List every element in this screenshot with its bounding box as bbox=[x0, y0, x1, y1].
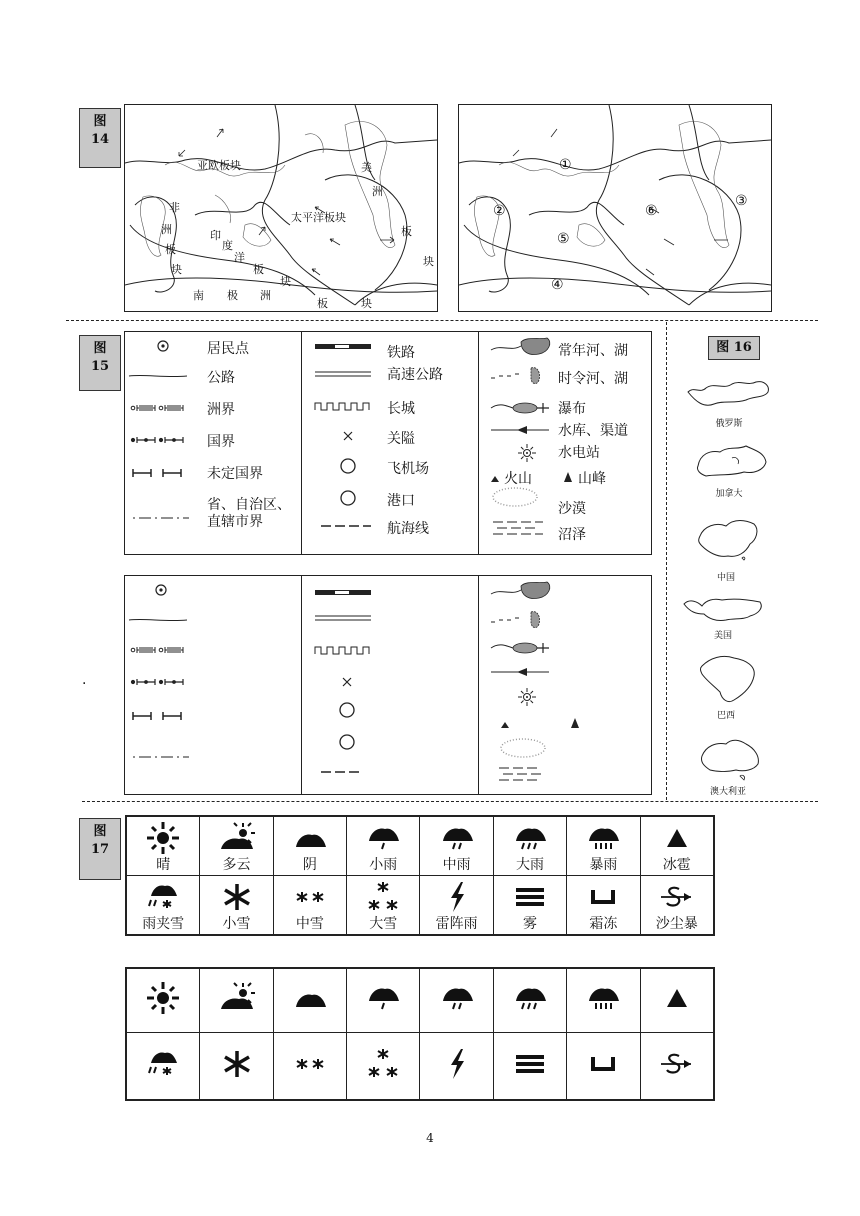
legend-label-volcano: 火山 bbox=[504, 471, 532, 487]
weather-cell-frost bbox=[567, 876, 640, 936]
legend1-col2-symbols bbox=[311, 332, 381, 554]
label-pacific-plate: 太平洋板块 bbox=[291, 211, 346, 224]
label-africa-2: 洲 bbox=[161, 223, 172, 236]
sandstorm-icon bbox=[641, 1047, 713, 1081]
blank-cell bbox=[200, 1032, 273, 1100]
legend-label-swamp: 沼泽 bbox=[558, 527, 586, 543]
sleet-icon bbox=[127, 880, 199, 914]
lightning-icon bbox=[420, 880, 492, 914]
legend-peak-icon bbox=[564, 472, 572, 482]
fog-icon bbox=[494, 1047, 566, 1081]
plate-map-numbered-drawing bbox=[459, 105, 771, 311]
figure-14-label bbox=[79, 108, 121, 168]
country-outline-australia bbox=[696, 734, 766, 782]
frost-icon bbox=[567, 1047, 639, 1081]
weather-label: 雨夹雪 bbox=[142, 916, 185, 932]
overcast-icon bbox=[274, 821, 346, 855]
label-africa-3: 板 bbox=[165, 243, 176, 256]
legend-label-airport: 飞机场 bbox=[387, 461, 429, 477]
figure-17-label bbox=[79, 818, 121, 880]
weather-cell-sandstorm bbox=[640, 876, 714, 936]
legend2-col2-symbols bbox=[311, 576, 381, 794]
label-indian-3: 洋 bbox=[234, 251, 245, 264]
weather-label: 沙尘暴 bbox=[655, 916, 698, 932]
weather-label: 大雨 bbox=[515, 857, 544, 873]
divider-vertical bbox=[666, 322, 667, 800]
map-legend-labeled bbox=[124, 331, 652, 555]
sandstorm-icon bbox=[641, 880, 713, 914]
partly-cloudy-icon bbox=[200, 981, 272, 1015]
plate-number-1: ① bbox=[559, 157, 572, 173]
weather-cell-light-rain bbox=[347, 816, 420, 876]
legend-label-reservoir-canal: 水库、渠道 bbox=[558, 423, 628, 439]
light-snow-icon bbox=[200, 880, 272, 914]
weather-cell-hail bbox=[640, 816, 714, 876]
legend-label-national-border: 国界 bbox=[207, 434, 235, 450]
weather-cell-moderate-snow bbox=[273, 876, 346, 936]
partly-cloudy-icon bbox=[200, 821, 272, 855]
weather-row-1 bbox=[126, 816, 714, 876]
legend-label-waterfall: 瀑布 bbox=[558, 401, 586, 417]
label-antarctic-5: 块 bbox=[361, 297, 372, 310]
rainstorm-icon bbox=[567, 821, 639, 855]
legend2-col3-symbols bbox=[487, 576, 607, 794]
legend2-col1-symbols bbox=[125, 576, 205, 794]
divider-1 bbox=[66, 320, 818, 321]
weather-blank-row-2 bbox=[126, 1032, 714, 1100]
weather-label: 多云 bbox=[222, 857, 251, 873]
divider-2 bbox=[82, 801, 818, 802]
label-america-2: 洲 bbox=[372, 185, 383, 198]
frost-icon bbox=[567, 880, 639, 914]
country-outline-russia bbox=[684, 372, 774, 412]
weather-cell-overcast bbox=[273, 816, 346, 876]
country-label-canada: 加拿大 bbox=[715, 489, 743, 499]
legend-label-province-border: 省、自治区、 直辖市界 bbox=[207, 497, 291, 530]
heavy-rain-icon bbox=[494, 981, 566, 1015]
blank-cell bbox=[347, 1032, 420, 1100]
moderate-rain-icon bbox=[420, 981, 492, 1015]
weather-cell-heavy-snow bbox=[347, 876, 420, 936]
heavy-snow-icon bbox=[347, 1047, 419, 1081]
weather-label: 冰雹 bbox=[662, 857, 691, 873]
weather-symbols-blank bbox=[125, 967, 715, 1101]
plate-map-numbered bbox=[458, 104, 772, 312]
weather-label: 大雪 bbox=[369, 916, 398, 932]
country-label-brazil: 巴西 bbox=[716, 711, 735, 721]
blank-cell bbox=[493, 1032, 566, 1100]
label-america-4: 块 bbox=[423, 255, 434, 268]
legend-label-shipping-route: 航海线 bbox=[387, 521, 429, 537]
label-antarctic-3: 洲 bbox=[260, 289, 271, 302]
lightning-icon bbox=[420, 1047, 492, 1081]
page-number: 4 bbox=[426, 1131, 434, 1145]
weather-label: 中雪 bbox=[295, 916, 324, 932]
rainstorm-icon bbox=[567, 981, 639, 1015]
overcast-icon bbox=[274, 981, 346, 1015]
weather-label: 暴雨 bbox=[589, 857, 618, 873]
figure-17-label-text: 图 17 bbox=[90, 824, 110, 857]
legend-label-settlement: 居民点 bbox=[207, 341, 249, 357]
weather-cell-light-snow bbox=[200, 876, 273, 936]
country-label-usa: 美国 bbox=[713, 631, 732, 641]
label-antarctic-2: 极 bbox=[227, 289, 238, 302]
map-legend-blank bbox=[124, 575, 652, 795]
weather-cell-moderate-rain bbox=[420, 816, 493, 876]
figure-15-label-text: 图 15 bbox=[90, 341, 110, 374]
weather-label: 霜冻 bbox=[589, 916, 618, 932]
legend-label-continent-border: 洲界 bbox=[207, 402, 235, 418]
weather-cell-heavy-rain bbox=[493, 816, 566, 876]
light-snow-icon bbox=[200, 1047, 272, 1081]
legend-col-divider-1 bbox=[301, 332, 302, 554]
sunny-icon bbox=[127, 821, 199, 855]
legend-label-port: 港口 bbox=[387, 493, 415, 509]
legend-label-railway: 铁路 bbox=[387, 345, 415, 361]
legend-label-desert: 沙漠 bbox=[558, 501, 586, 517]
moderate-snow-icon bbox=[274, 880, 346, 914]
blank-cell bbox=[200, 968, 273, 1032]
country-label-russia: 俄罗斯 bbox=[715, 419, 743, 429]
weather-label: 中雨 bbox=[442, 857, 471, 873]
country-outline-brazil bbox=[694, 650, 764, 706]
weather-cell-rainstorm bbox=[567, 816, 640, 876]
weather-cell-fog bbox=[493, 876, 566, 936]
legend-label-great-wall: 长城 bbox=[387, 401, 415, 417]
weather-cell-sleet bbox=[126, 876, 200, 936]
country-outline-china bbox=[694, 514, 764, 564]
weather-symbols-labeled bbox=[125, 815, 715, 936]
light-rain-icon bbox=[347, 821, 419, 855]
figure-16-label-text: 图 16 bbox=[716, 340, 752, 355]
plate-number-2: ② bbox=[493, 203, 506, 219]
plate-number-4: ④ bbox=[551, 277, 564, 293]
legend-label-perennial-river: 常年河、湖 bbox=[558, 343, 628, 359]
blank-cell bbox=[347, 968, 420, 1032]
legend-col-divider-2 bbox=[478, 332, 479, 554]
hail-icon bbox=[641, 821, 713, 855]
label-antarctic-4: 板 bbox=[317, 297, 328, 310]
country-label-china: 中国 bbox=[716, 573, 735, 583]
blank-cell bbox=[567, 1032, 640, 1100]
label-antarctic-1: 南 bbox=[193, 289, 204, 302]
legend1-col1-symbols bbox=[125, 332, 205, 554]
figure-16-label bbox=[708, 336, 760, 360]
legend-label-pass: 关隘 bbox=[387, 431, 415, 447]
legend-label-highway: 公路 bbox=[207, 370, 235, 386]
plate-number-3: ③ bbox=[735, 193, 748, 209]
weather-label: 雷阵雨 bbox=[435, 916, 478, 932]
label-africa-4: 块 bbox=[171, 263, 182, 276]
weather-label: 小雪 bbox=[222, 916, 251, 932]
blank-cell bbox=[126, 968, 200, 1032]
plate-map-labeled bbox=[124, 104, 438, 312]
blank-cell bbox=[640, 1032, 714, 1100]
stray-dot: . bbox=[82, 672, 87, 688]
weather-label: 雾 bbox=[522, 916, 537, 932]
moderate-snow-icon bbox=[274, 1047, 346, 1081]
label-africa-1: 非 bbox=[169, 201, 180, 214]
legend-label-undetermined-border: 未定国界 bbox=[207, 466, 263, 482]
moderate-rain-icon bbox=[420, 821, 492, 855]
weather-label: 晴 bbox=[156, 857, 171, 873]
label-america-1: 美 bbox=[361, 161, 372, 174]
hail-icon bbox=[641, 981, 713, 1015]
weather-row-2 bbox=[126, 876, 714, 936]
label-america-3: 板 bbox=[401, 225, 412, 238]
weather-cell-cloudy bbox=[200, 816, 273, 876]
country-outline-usa bbox=[680, 590, 766, 626]
legend2-col-divider-1 bbox=[301, 576, 302, 794]
blank-cell bbox=[126, 1032, 200, 1100]
blank-cell bbox=[640, 968, 714, 1032]
label-indian-4: 板 bbox=[253, 263, 264, 276]
label-eurasian-plate: 亚欧板块 bbox=[197, 159, 241, 172]
blank-cell bbox=[273, 1032, 346, 1100]
weather-blank-row-1 bbox=[126, 968, 714, 1032]
sunny-icon bbox=[127, 981, 199, 1015]
heavy-snow-icon bbox=[347, 880, 419, 914]
figure-14-label-text: 图 14 bbox=[90, 114, 110, 147]
sleet-icon bbox=[127, 1047, 199, 1081]
weather-cell-sunny bbox=[126, 816, 200, 876]
plate-number-6: ⑥ bbox=[645, 203, 658, 219]
legend-label-seasonal-river: 时令河、湖 bbox=[558, 371, 628, 387]
plate-number-5: ⑤ bbox=[557, 231, 570, 247]
country-outline-canada bbox=[692, 440, 772, 484]
blank-cell bbox=[420, 1032, 493, 1100]
heavy-rain-icon bbox=[494, 821, 566, 855]
label-indian-2: 度 bbox=[222, 239, 233, 252]
legend-label-hydropower-station: 水电站 bbox=[558, 445, 600, 461]
figure-15-label bbox=[79, 335, 121, 391]
blank-cell bbox=[493, 968, 566, 1032]
country-label-australia: 澳大利亚 bbox=[709, 787, 746, 797]
label-indian-1: 印 bbox=[210, 229, 221, 242]
label-indian-5: 块 bbox=[280, 275, 291, 288]
blank-cell bbox=[420, 968, 493, 1032]
weather-cell-thunderstorm bbox=[420, 876, 493, 936]
legend2-col-divider-2 bbox=[478, 576, 479, 794]
blank-cell bbox=[567, 968, 640, 1032]
legend-label-expressway: 高速公路 bbox=[387, 367, 443, 383]
light-rain-icon bbox=[347, 981, 419, 1015]
fog-icon bbox=[494, 880, 566, 914]
blank-cell bbox=[273, 968, 346, 1032]
legend-label-peak: 山峰 bbox=[578, 471, 606, 487]
weather-label: 阴 bbox=[302, 857, 317, 873]
weather-label: 小雨 bbox=[369, 857, 398, 873]
